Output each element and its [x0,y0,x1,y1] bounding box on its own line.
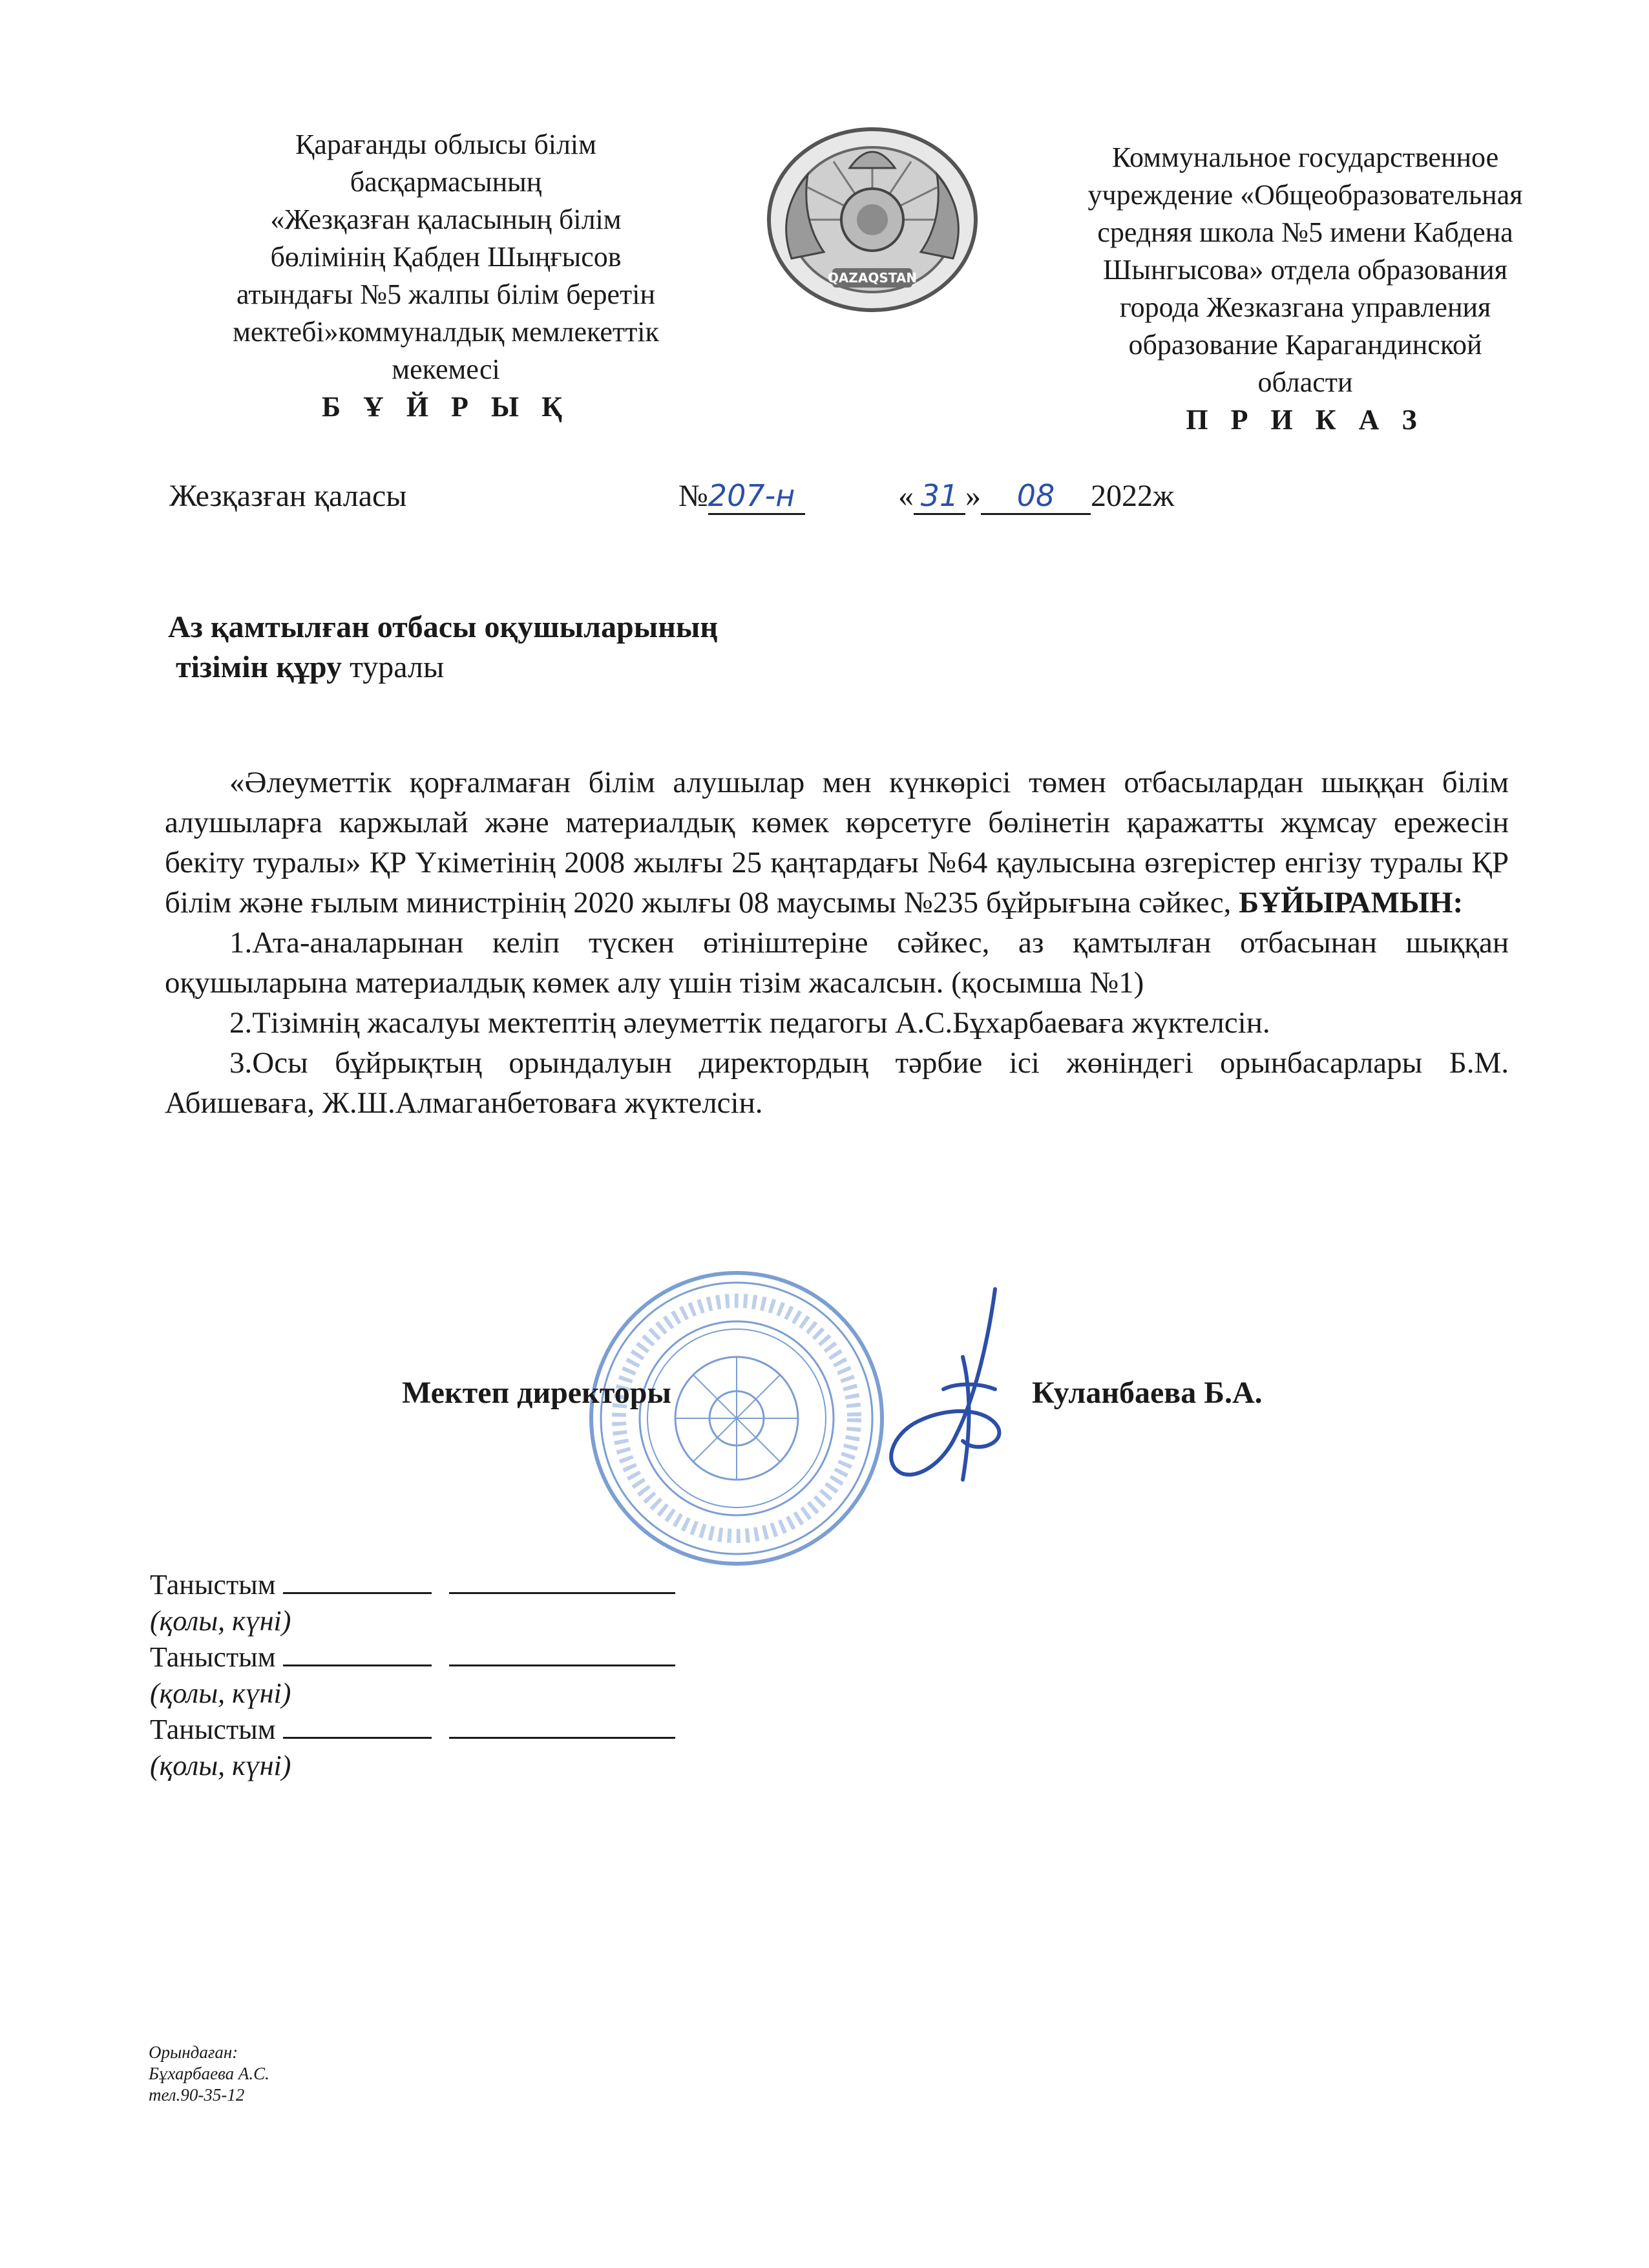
ack-note: (қолы, күні) [150,1750,291,1781]
title-line-2-bold: тізімін құру [176,650,342,684]
header-left-line: мекемесі [392,353,500,385]
order-number [678,478,805,515]
ack-row [150,1639,675,1675]
header-right-line: средняя школа №5 имени Кабдена [1097,216,1513,248]
order-title [168,607,718,688]
performer-footer [149,2042,269,2106]
header-left-kk [174,126,717,426]
header-right-line: города Жезказгана управления [1119,291,1491,323]
emblem-icon [762,123,982,317]
ack-name-line [449,1664,675,1666]
header-right-line: Шынгысова» отдела образования [1103,254,1507,286]
header-left-line: атындағы №5 жалпы білім беретін [236,278,656,310]
footer-phone: тел.90-35-12 [149,2085,245,2105]
ack-signature-line [283,1592,432,1594]
order-item-1: 1.Ата-аналарынан келіп түскен өтініштеріне сәйкес, аз қамтылған отбасынан шыққан оқушыларына материалдық көмек алу үшін тізім жасалсын. (қосымша №1) [165,926,1509,1000]
round-stamp [582,1266,892,1570]
footer-label: Орындаған: [149,2042,238,2062]
preamble-paragraph [165,762,1509,923]
year-suffix: 2022ж [1091,479,1175,513]
ack-signature-line [283,1664,432,1666]
city-name: Жезқазған қаласы [169,479,407,513]
ack-note: (қолы, күні) [150,1677,291,1709]
ack-name-line [449,1592,675,1594]
month-handwritten: 08 [981,478,1091,515]
ack-row [150,1712,675,1748]
number-handwritten: 207-н [708,478,805,515]
header-left-line: мектебі»коммуналдық мемлекеттік [233,316,659,348]
header-right-line: области [1257,366,1353,398]
header-left-line: «Жезқазған қаласының білім [270,204,622,235]
title-line-2-normal: туралы [349,650,445,684]
ack-signature-line [283,1737,432,1739]
order-word-kk: Б Ұ Й Р Ы Қ [321,391,571,423]
order-body [165,762,1509,1123]
ack-note: (қолы, күні) [150,1605,291,1637]
header-right-ru [1027,139,1583,439]
title-line-1: Аз қамтылған отбасы оқушыларының [168,610,719,644]
order-item-3: 3.Осы бұйрықтың орындалуын директордың тәрбие ісі жөніндегі орынбасарлары Б.М. Абишеваға, Ж.Ш.Алмаганбетоваға жүктелсін. [165,1046,1509,1120]
header-right-line: Коммунальное государственное [1111,142,1499,173]
header-left-line: бөлімінің Қабден Шыңғысов [270,241,622,273]
header-left-line: Қарағанды облысы білім [295,129,597,160]
title-line-2 [168,647,718,688]
day-handwritten: 31 [914,478,965,515]
preamble-text: «Әлеуметтік қорғалмаған білім алушылар мен күнкөрісі төмен отбасылардан шыққан білім алушыларға каржылай және материалдық көмек көрсетуге бөлінетін қаражатты жұмсау ережесін бекіту туралы» ҚР Үкіметінің 2008 жылғы 25 қаңтардағы №64 қаулысына өзгерістер енгізу туралы ҚР білім және ғылым министрінің 2020 жылғы 08 маусымы №235 бұйрығына сәйкес, [165,766,1509,919]
footer-name: Бұхарбаева А.С. [149,2064,269,2083]
director-name: Куланбаева Б.А. [1032,1376,1263,1410]
ack-label: Таныстым [150,1641,276,1673]
stamp-icon [582,1266,892,1570]
date-open-quote: « [898,479,914,513]
ack-row [150,1567,675,1603]
order-date [898,478,1174,515]
order-item-2: 2.Тізімнің жасалуы мектептің әлеуметтік педагогы А.С.Бұхарбаеваға жүктелсін. [229,1006,1270,1040]
command-word: БҰЙЫРАМЫН: [1239,886,1464,919]
state-emblem [762,123,982,317]
acknowledgement-block [150,1567,675,1784]
date-close-quote: » [965,479,981,513]
order-word-ru: П Р И К А З [1186,404,1425,436]
ack-label: Таныстым [150,1569,276,1601]
director-position: Мектеп директоры [402,1376,671,1410]
number-prefix: № [678,479,708,513]
header-left-line: басқармасының [350,166,542,198]
emblem-text: QAZAQSTAN [827,270,918,286]
ack-label: Таныстым [150,1714,276,1745]
director-signature [866,1286,1047,1499]
header-right-line: образование Карагандинской [1128,329,1482,361]
ack-name-line [449,1737,675,1739]
header-right-line: учреждение «Общеобразовательная [1087,179,1523,211]
signature-icon [866,1286,1047,1499]
